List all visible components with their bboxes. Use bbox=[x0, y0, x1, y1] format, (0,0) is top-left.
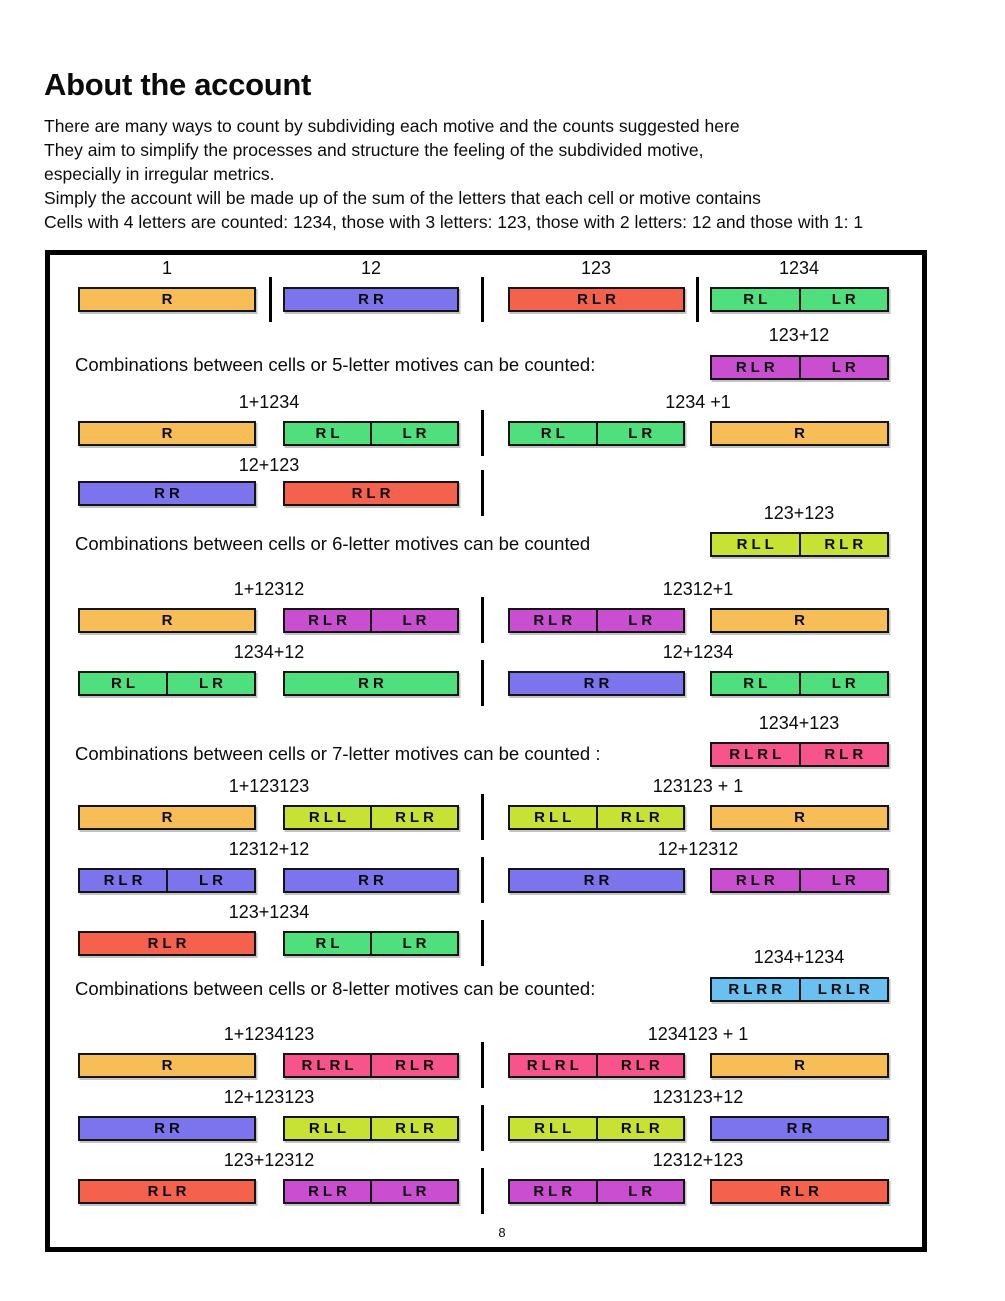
bar-cell-label: RR bbox=[583, 872, 614, 889]
motive-bar bbox=[78, 1116, 256, 1141]
bar-cell-label: LR bbox=[402, 1183, 431, 1200]
bar-cell bbox=[370, 807, 457, 828]
bar-cell bbox=[285, 610, 370, 631]
bar-cell bbox=[370, 933, 457, 954]
bar-cell bbox=[80, 1118, 254, 1139]
bar-cell bbox=[80, 807, 254, 828]
bar-cell-label: RLR bbox=[395, 809, 438, 826]
bar-cell-label: RLRL bbox=[301, 1057, 358, 1074]
bar-cell bbox=[80, 933, 254, 954]
intro-line: Cells with 4 letters are counted: 1234, those with 3 letters: 123, those with 2 letters: 12 and those with 1: 1 bbox=[44, 212, 864, 232]
bar-cell bbox=[799, 673, 888, 694]
bar-cell bbox=[285, 423, 370, 444]
motive-bar bbox=[710, 608, 889, 633]
bar-cell bbox=[712, 610, 887, 631]
intro-line: Simply the account will be made up of the sum of the letters that each cell or motive contains bbox=[44, 188, 761, 208]
bar-cell-label: RLR bbox=[780, 1183, 823, 1200]
bar-cell-label: RLR bbox=[308, 1183, 351, 1200]
bar-cell bbox=[712, 1118, 887, 1139]
bar-cell-label: RLR bbox=[103, 872, 147, 889]
bar-cell bbox=[80, 1055, 254, 1076]
bar-cell bbox=[596, 610, 684, 631]
bar-cell-label: RR bbox=[358, 872, 388, 889]
bar-cell-label: RLRL bbox=[729, 746, 786, 763]
count-label: 12+12312 bbox=[657, 839, 739, 859]
motive-bar bbox=[78, 805, 256, 830]
bar-cell bbox=[510, 1181, 596, 1202]
bar-cell-label: RR bbox=[154, 485, 184, 502]
bar-cell-label: RLR bbox=[147, 1183, 191, 1200]
motive-bar bbox=[283, 608, 459, 633]
bar-cell-label: LR bbox=[402, 612, 431, 629]
group-divider-line bbox=[481, 470, 484, 516]
count-label: 12312+1 bbox=[662, 579, 734, 599]
bar-cell bbox=[285, 673, 457, 694]
motive-bar bbox=[283, 287, 459, 312]
bar-cell bbox=[370, 423, 457, 444]
bar-cell-label: R bbox=[794, 809, 809, 826]
group-divider-line bbox=[696, 277, 699, 322]
bar-cell-label: LRLR bbox=[817, 981, 874, 998]
bar-cell bbox=[510, 289, 683, 310]
motive-bar bbox=[710, 355, 889, 380]
bar-cell bbox=[285, 1118, 370, 1139]
figure-box-content bbox=[50, 255, 922, 1247]
bar-cell bbox=[510, 610, 596, 631]
intro-paragraph bbox=[44, 114, 863, 234]
bar-cell-label: LR bbox=[628, 1183, 657, 1200]
motive-bar bbox=[710, 977, 889, 1002]
section-caption: Combinations between cells or 8-letter motives can be counted: bbox=[75, 978, 596, 999]
motive-bar bbox=[78, 868, 256, 893]
intro-line: They aim to simplify the processes and structure the feeling of the subdivided motive, bbox=[44, 140, 704, 160]
bar-cell bbox=[285, 807, 370, 828]
bar-cell-label: LR bbox=[402, 935, 431, 952]
motive-bar bbox=[508, 1053, 685, 1078]
bar-cell bbox=[510, 807, 596, 828]
bar-cell bbox=[799, 979, 888, 1000]
bar-cell bbox=[285, 1181, 370, 1202]
bar-cell-label: RLR bbox=[351, 485, 395, 502]
bar-cell-label: RLR bbox=[533, 1183, 577, 1200]
header-count-label: 1 bbox=[161, 258, 172, 278]
motive-bar bbox=[710, 868, 889, 893]
group-divider-line bbox=[481, 794, 484, 840]
motive-bar bbox=[710, 671, 889, 696]
motive-bar bbox=[78, 421, 256, 446]
bar-cell bbox=[510, 673, 683, 694]
bar-cell-label: RL bbox=[743, 675, 772, 692]
bar-cell-label: RLR bbox=[395, 1120, 438, 1137]
bar-cell-label: R bbox=[161, 425, 177, 442]
bar-cell bbox=[596, 1118, 684, 1139]
count-label: 12+1234 bbox=[662, 642, 734, 662]
intro-line: especially in irregular metrics. bbox=[44, 164, 275, 184]
motive-bar bbox=[710, 1053, 889, 1078]
count-label: 123123+12 bbox=[652, 1087, 744, 1107]
count-label: 12312+12 bbox=[228, 839, 310, 859]
bar-cell bbox=[799, 870, 888, 891]
bar-cell-label: RLR bbox=[735, 872, 779, 889]
motive-bar bbox=[78, 287, 256, 312]
bar-cell bbox=[799, 534, 888, 555]
motive-bar bbox=[283, 421, 459, 446]
bar-cell-label: LR bbox=[831, 359, 860, 376]
motive-bar bbox=[283, 1116, 459, 1141]
motive-bar bbox=[78, 1179, 256, 1204]
section-caption: Combinations between cells or 6-letter motives can be counted bbox=[75, 533, 591, 554]
count-label: 1234123 + 1 bbox=[647, 1024, 749, 1044]
bar-cell-label: RL bbox=[315, 425, 344, 442]
bar-cell-label: RLR bbox=[620, 809, 664, 826]
bar-cell-label: LR bbox=[199, 872, 227, 889]
count-label: 1234 +1 bbox=[665, 392, 731, 412]
count-label: 123+12312 bbox=[223, 1150, 315, 1170]
bar-cell bbox=[510, 1055, 596, 1076]
count-label: 1234+123 bbox=[758, 713, 840, 733]
bar-cell-label: R bbox=[794, 425, 809, 442]
count-label: 1234+12 bbox=[233, 642, 305, 662]
bar-cell-label: RLR bbox=[824, 536, 868, 553]
bar-cell bbox=[285, 870, 457, 891]
group-divider-line bbox=[481, 1042, 484, 1088]
bar-cell-label: LR bbox=[628, 612, 657, 629]
bar-cell-label: RLR bbox=[308, 612, 351, 629]
bar-cell-label: R bbox=[794, 1057, 809, 1074]
bar-cell-label: R bbox=[161, 1057, 177, 1074]
group-divider-line bbox=[481, 597, 484, 643]
motive-bar bbox=[78, 608, 256, 633]
bar-cell bbox=[166, 673, 254, 694]
motive-bar bbox=[283, 868, 459, 893]
motive-bar bbox=[78, 1053, 256, 1078]
bar-cell bbox=[712, 357, 799, 378]
bar-cell bbox=[712, 534, 799, 555]
group-divider-line bbox=[481, 1105, 484, 1151]
bar-cell bbox=[510, 1118, 596, 1139]
motive-bar bbox=[710, 1179, 889, 1204]
page-number: 8 bbox=[498, 1225, 506, 1240]
bar-cell-label: LR bbox=[831, 872, 860, 889]
bar-cell-label: RLR bbox=[533, 612, 577, 629]
motive-bar bbox=[78, 671, 256, 696]
bar-cell bbox=[712, 744, 799, 765]
bar-cell-label: RR bbox=[583, 675, 614, 692]
group-divider-line bbox=[481, 660, 484, 706]
motive-bar bbox=[283, 931, 459, 956]
group-divider-line bbox=[481, 857, 484, 903]
count-label: 12+123 bbox=[238, 455, 300, 475]
bar-cell bbox=[80, 610, 254, 631]
bar-cell bbox=[285, 933, 370, 954]
count-label: 1+1234 bbox=[238, 392, 300, 412]
motive-bar bbox=[508, 671, 685, 696]
motive-bar bbox=[710, 1116, 889, 1141]
bar-cell bbox=[596, 423, 684, 444]
bar-cell-label: RL bbox=[743, 291, 772, 308]
bar-cell-label: RLR bbox=[620, 1057, 664, 1074]
bar-cell-label: LR bbox=[199, 675, 227, 692]
bar-cell bbox=[510, 423, 596, 444]
bar-cell-label: R bbox=[161, 809, 177, 826]
bar-cell bbox=[712, 807, 887, 828]
bar-cell bbox=[596, 1181, 684, 1202]
bar-cell-label: LR bbox=[831, 291, 860, 308]
header-count-label: 1234 bbox=[778, 258, 820, 278]
bar-cell bbox=[370, 610, 457, 631]
bar-cell bbox=[712, 1181, 887, 1202]
motive-bar bbox=[283, 481, 459, 506]
bar-cell-label: RLR bbox=[620, 1120, 664, 1137]
bar-cell-label: RLL bbox=[736, 536, 778, 553]
motive-bar bbox=[78, 481, 256, 506]
bar-cell-label: LR bbox=[831, 675, 860, 692]
bar-cell bbox=[370, 1055, 457, 1076]
motive-bar bbox=[508, 805, 685, 830]
motive-bar bbox=[508, 868, 685, 893]
count-label: 123+1234 bbox=[228, 902, 310, 922]
bar-cell-label: R bbox=[794, 612, 809, 629]
bar-cell bbox=[80, 673, 166, 694]
motive-bar bbox=[283, 1053, 459, 1078]
count-label: 123+12 bbox=[768, 325, 830, 345]
count-label: 1+12312 bbox=[233, 579, 305, 599]
bar-cell bbox=[712, 979, 799, 1000]
bar-cell bbox=[596, 807, 684, 828]
bar-cell-label: RL bbox=[315, 935, 344, 952]
figure-box bbox=[45, 250, 927, 1252]
section-caption: Combinations between cells or 5-letter motives can be counted: bbox=[75, 354, 596, 375]
bar-cell-label: RLRL bbox=[526, 1057, 583, 1074]
bar-cell-label: RLL bbox=[308, 1120, 351, 1137]
bar-cell bbox=[712, 423, 887, 444]
bar-cell-label: RLL bbox=[534, 809, 576, 826]
group-divider-line bbox=[269, 277, 272, 322]
bar-cell-label: RLR bbox=[147, 935, 191, 952]
bar-cell-label: RL bbox=[111, 675, 139, 692]
bar-cell bbox=[80, 1181, 254, 1202]
bar-cell-label: RLL bbox=[534, 1120, 576, 1137]
group-divider-line bbox=[481, 1168, 484, 1214]
motive-bar bbox=[710, 287, 889, 312]
bar-cell-label: RL bbox=[540, 425, 569, 442]
count-label: 12312+123 bbox=[652, 1150, 744, 1170]
group-divider-line bbox=[481, 920, 484, 966]
section-caption: Combinations between cells or 7-letter motives can be counted : bbox=[75, 743, 601, 764]
motive-bar bbox=[508, 608, 685, 633]
bar-cell bbox=[80, 483, 254, 504]
bar-cell bbox=[799, 289, 888, 310]
bar-cell-label: LR bbox=[402, 425, 431, 442]
motive-bar bbox=[508, 287, 685, 312]
bar-cell-label: RR bbox=[154, 1120, 184, 1137]
bar-cell bbox=[712, 870, 799, 891]
header-count-label: 123 bbox=[580, 258, 612, 278]
bar-cell bbox=[285, 483, 457, 504]
motive-bar bbox=[508, 421, 685, 446]
bar-cell-label: RLR bbox=[735, 359, 779, 376]
bar-cell-label: LR bbox=[628, 425, 657, 442]
bar-cell-label: RLR bbox=[824, 746, 868, 763]
bar-cell bbox=[80, 289, 254, 310]
motive-bar bbox=[508, 1179, 685, 1204]
bar-cell-label: RR bbox=[358, 291, 388, 308]
motive-bar bbox=[710, 532, 889, 557]
page-title: About the account bbox=[44, 66, 311, 102]
bar-cell bbox=[285, 1055, 370, 1076]
bar-cell-label: RLRR bbox=[728, 981, 787, 998]
count-label: 1+1234123 bbox=[223, 1024, 315, 1044]
motive-bar bbox=[283, 671, 459, 696]
bar-cell-label: RR bbox=[786, 1120, 817, 1137]
motive-bar bbox=[710, 805, 889, 830]
bar-cell bbox=[370, 1181, 457, 1202]
count-label: 123+123 bbox=[763, 503, 835, 523]
count-label: 1234+1234 bbox=[753, 947, 845, 967]
bar-cell-label: RLR bbox=[395, 1057, 438, 1074]
bar-cell bbox=[799, 357, 888, 378]
count-label: 12+123123 bbox=[223, 1087, 315, 1107]
count-label: 123123 + 1 bbox=[652, 776, 744, 796]
bar-cell-label: RLL bbox=[308, 809, 351, 826]
bar-cell bbox=[510, 870, 683, 891]
bar-cell bbox=[370, 1118, 457, 1139]
bar-cell bbox=[799, 744, 888, 765]
bar-cell bbox=[712, 1055, 887, 1076]
bar-cell-label: RR bbox=[358, 675, 388, 692]
count-label: 1+123123 bbox=[228, 776, 310, 796]
motive-bar bbox=[710, 742, 889, 767]
bar-cell bbox=[80, 870, 166, 891]
motive-bar bbox=[78, 931, 256, 956]
group-divider-line bbox=[481, 410, 484, 456]
bar-cell-label: R bbox=[161, 612, 177, 629]
bar-cell bbox=[712, 673, 799, 694]
bar-cell-label: RLR bbox=[577, 291, 620, 308]
group-divider-line bbox=[481, 277, 484, 322]
bar-cell bbox=[80, 423, 254, 444]
bar-cell bbox=[285, 289, 457, 310]
bar-cell bbox=[166, 870, 254, 891]
bar-cell bbox=[596, 1055, 684, 1076]
bar-cell-label: R bbox=[161, 291, 177, 308]
header-count-label: 12 bbox=[360, 258, 382, 278]
intro-line: There are many ways to count by subdividing each motive and the counts suggested here bbox=[44, 116, 740, 136]
motive-bar bbox=[283, 1179, 459, 1204]
motive-bar bbox=[508, 1116, 685, 1141]
bar-cell bbox=[712, 289, 799, 310]
motive-bar bbox=[710, 421, 889, 446]
motive-bar bbox=[283, 805, 459, 830]
